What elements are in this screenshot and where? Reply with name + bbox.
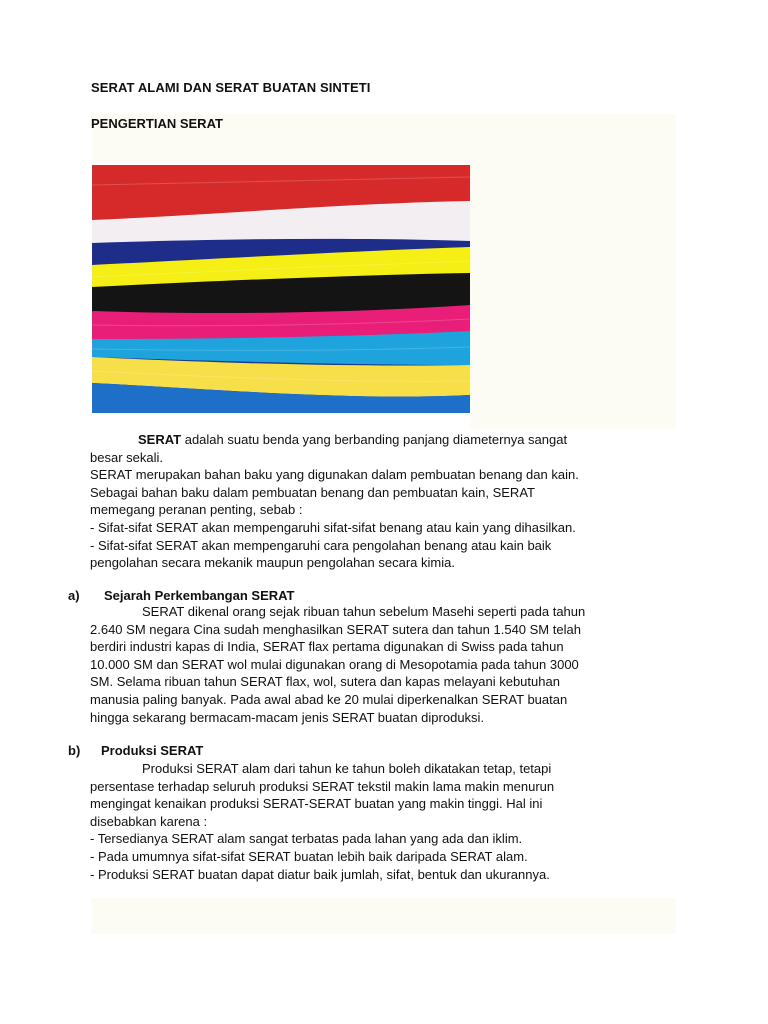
section-b-line: - Pada umumnya sifat-sifat SERAT buatan lebih baik daripada SERAT alam. [90,848,528,864]
section-a-paragraph [90,603,690,726]
section-a-line: berdiri industri kapas di India, SERAT flax pertama digunakan di Swiss pada tahun [90,639,564,655]
section-b-line: Produksi SERAT alam dari tahun ke tahun boleh dikatakan tetap, tetapi [142,761,552,776]
intro-line: - Sifat-sifat SERAT akan mempengaruhi sifat-sifat benang atau kain yang dihasilkan. [90,519,576,535]
section-b-line: persentase terhadap seluruh produksi SERAT tekstil makin lama makin menurun [90,778,555,794]
yarn-photo [92,165,470,413]
intro-line-1 [90,431,690,449]
intro-paragraph [90,431,690,572]
document-title: SERAT ALAMI DAN SERAT BUATAN SINTETI [91,80,371,95]
shaded-band-bottom [91,898,676,934]
section-b-paragraph [90,760,690,883]
yarn-illustration [92,165,470,413]
section-a-line: 2.640 SM negara Cina sudah menghasilkan SERAT sutera dan tahun 1.540 SM telah [90,621,581,637]
intro-line: besar sekali. [90,449,163,465]
shaded-band-right [470,163,676,429]
section-b-line: disebabkan karena : [90,813,208,829]
section-a-line: hingga sekarang bermacam-macam jenis SERAT buatan diproduksi. [90,709,485,725]
section-a-marker: a) [68,588,80,603]
section-b-line: - Produksi SERAT buatan dapat diatur baik jumlah, sifat, bentuk dan ukurannya. [90,866,550,882]
section-b-line: mengingat kenaikan produksi SERAT-SERAT buatan yang makin tinggi. Hal ini [90,796,543,812]
section-b-marker: b) [68,743,81,758]
section-a-line: 10.000 SM dan SERAT wol mulai digunakan orang di Mesopotamia pada tahun 3000 [90,656,579,672]
intro-line: Sebagai bahan baku dalam pembuatan benang dan pembuatan kain, SERAT [90,484,535,500]
section-title: PENGERTIAN SERAT [91,116,223,131]
intro-line: pengolahan secara mekanik maupun pengolahan secara kimia. [90,555,455,571]
intro-line-text: adalah suatu benda yang berbanding panjang diameternya sangat [181,432,568,447]
intro-line: memegang peranan penting, sebab : [90,502,303,518]
section-a-line: SM. Selama ribuan tahun SERAT flax, wol, sutera dan kapas melayani kebutuhan [90,674,560,690]
intro-line: - Sifat-sifat SERAT akan mempengaruhi cara pengolahan benang atau kain baik [90,537,552,553]
section-a-line: SERAT dikenal orang sejak ribuan tahun sebelum Masehi seperti pada tahun [142,604,586,619]
intro-line: SERAT merupakan bahan baku yang digunakan dalam pembuatan benang dan kain. [90,467,579,483]
section-a-line: manusia paling banyak. Pada awal abad ke 20 mulai diperkenalkan SERAT buatan [90,691,568,707]
lead-term: SERAT [138,432,182,447]
section-b-line: - Tersedianya SERAT alam sangat terbatas pada lahan yang ada dan iklim. [90,831,523,847]
section-a-heading: Sejarah Perkembangan SERAT [104,588,295,603]
section-b-heading: Produksi SERAT [101,743,204,758]
